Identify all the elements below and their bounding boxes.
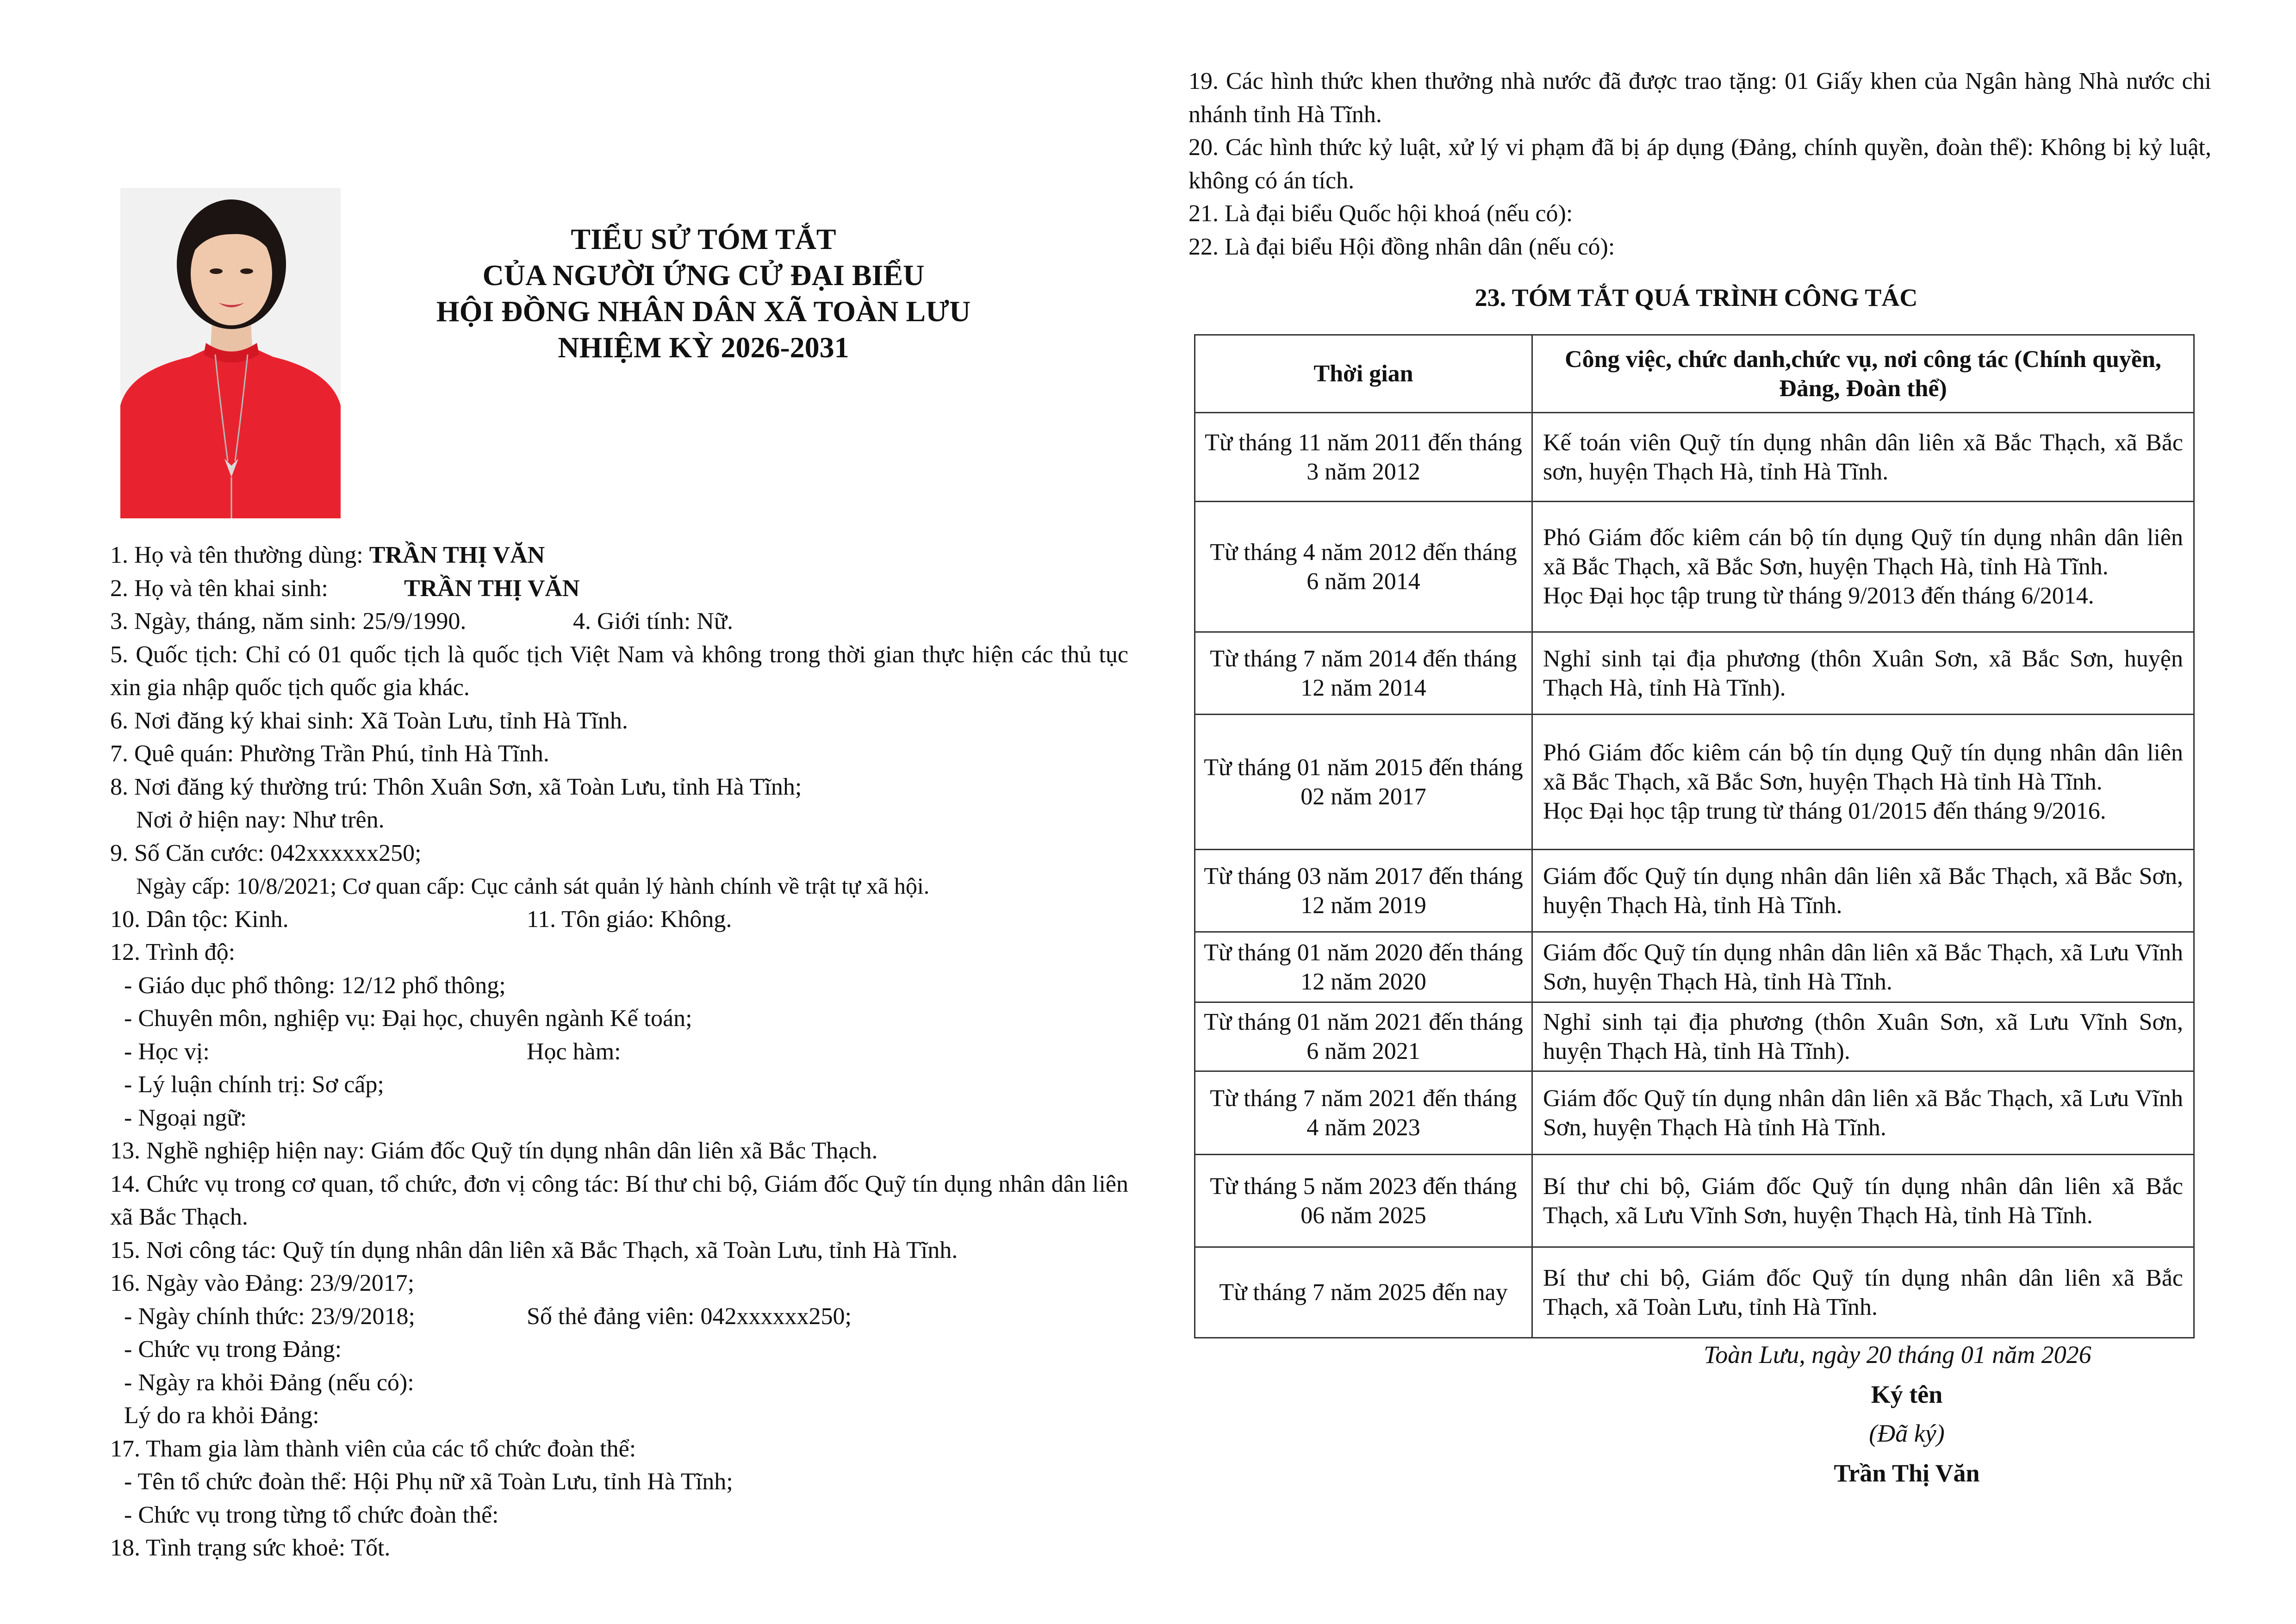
bio-item-10-11: 10. Dân tộc: Kinh. 11. Tôn giáo: Không. bbox=[110, 906, 732, 933]
birth-name: TRẦN THỊ VĂN bbox=[404, 575, 580, 602]
bio-item-16d: Lý do ra khỏi Đảng: bbox=[124, 1402, 319, 1429]
row-time: Từ tháng 01 năm 2020 đến tháng 12 năm 2020 bbox=[1195, 932, 1532, 1002]
bio-item-1: 1. Họ và tên thường dùng: TRẦN THỊ VĂN bbox=[110, 542, 545, 568]
table-row bbox=[1195, 502, 2194, 632]
bio-item-18: 18. Tình trạng sức khoẻ: Tốt. bbox=[110, 1535, 391, 1561]
bio-item-12e: - Ngoại ngữ: bbox=[124, 1104, 247, 1131]
row-description: Giám đốc Quỹ tín dụng nhân dân liên xã Bắc Thạch, xã Lưu Vĩnh Sơn, huyện Thạch Hà, tỉnh Hà Tĩnh. bbox=[1532, 932, 2194, 1002]
bio-item-16: 16. Ngày vào Đảng: 23/9/2017; bbox=[110, 1270, 415, 1296]
row-time: Từ tháng 01 năm 2015 đến tháng 02 năm 2017 bbox=[1195, 715, 1532, 850]
table-row bbox=[1195, 1247, 2194, 1338]
table-header-row bbox=[1195, 335, 2194, 413]
table-row bbox=[1195, 413, 2194, 502]
row-description: Kế toán viên Quỹ tín dụng nhân dân liên xã Bắc Thạch, xã Bắc sơn, huyện Thạch Hà, tỉnh Hà Tĩnh. bbox=[1532, 413, 2194, 502]
row-description: Giám đốc Quỹ tín dụng nhân dân liên xã Bắc Thạch, xã Lưu Vĩnh Sơn, huyện Thạch Hà tỉnh Hà Tĩnh. bbox=[1532, 1071, 2194, 1155]
row-description: Phó Giám đốc kiêm cán bộ tín dụng Quỹ tín dụng nhân dân liên xã Bắc Thạch, xã Bắc Sơn, huyện Thạch Hà tỉnh Hà Tĩnh. Học Đại học tập trung từ tháng 01/2015 đến tháng 9/2016. bbox=[1532, 715, 2194, 850]
row-description: Bí thư chi bộ, Giám đốc Quỹ tín dụng nhân dân liên xã Bắc Thạch, xã Toàn Lưu, tỉnh Hà Tĩnh. bbox=[1532, 1247, 2194, 1338]
column-header-description: Công việc, chức danh,chức vụ, nơi công tác (Chính quyền, Đảng, Đoàn thể) bbox=[1532, 335, 2194, 413]
bio-item-8: 8. Nơi đăng ký thường trú: Thôn Xuân Sơn, xã Toàn Lưu, tỉnh Hà Tĩnh; bbox=[110, 773, 802, 800]
bio-item-16c: - Ngày ra khỏi Đảng (nếu có): bbox=[124, 1369, 414, 1396]
bio-item-14: 14. Chức vụ trong cơ quan, tổ chức, đơn vị công tác: Bí thư chi bộ, Giám đốc Quỹ tín dụng nhân dân liên xã Bắc Thạch. bbox=[110, 1170, 1128, 1230]
bio-item-3-4: 3. Ngày, tháng, năm sinh: 25/9/1990. 4. Giới tính: Nữ. bbox=[110, 608, 734, 635]
bio-item-9b: Ngày cấp: 10/8/2021; Cơ quan cấp: Cục cảnh sát quản lý hành chính về trật tự xã hội. bbox=[136, 873, 930, 899]
bio-item-17: 17. Tham gia làm thành viên của các tổ chức đoàn thể: bbox=[110, 1435, 636, 1462]
candidate-portrait bbox=[120, 188, 341, 518]
row-time: Từ tháng 01 năm 2021 đến tháng 6 năm 2021 bbox=[1195, 1002, 1532, 1071]
bio-item-12a: - Giáo dục phổ thông: 12/12 phổ thông; bbox=[124, 972, 506, 999]
signature-label: Ký tên bbox=[1871, 1381, 1943, 1408]
table-row bbox=[1195, 850, 2194, 932]
bio-item-15: 15. Nơi công tác: Quỹ tín dụng nhân dân liên xã Bắc Thạch, xã Toàn Lưu, tỉnh Hà Tĩnh. bbox=[110, 1237, 958, 1263]
title-line-2: CỦA NGƯỜI ỨNG CỬ ĐẠI BIỂU bbox=[482, 259, 925, 292]
row-description: Phó Giám đốc kiêm cán bộ tín dụng Quỹ tín dụng nhân dân liên xã Bắc Thạch, xã Bắc Sơn, huyện Thạch Hà, tỉnh Hà Tĩnh. Học Đại học tập trung từ tháng 9/2013 đến tháng 6/2014. bbox=[1532, 502, 2194, 632]
bio-item-12c: - Học vị: Học hàm: bbox=[124, 1038, 621, 1065]
biography-list-continued bbox=[1188, 65, 2211, 263]
table-row bbox=[1195, 1071, 2194, 1155]
bio-item-16a: - Ngày chính thức: 23/9/2018; Số thẻ đảng viên: 042xxxxxx250; bbox=[124, 1303, 852, 1330]
signature-mark: (Đã ký) bbox=[1869, 1419, 1945, 1447]
table-row bbox=[1195, 1002, 2194, 1071]
bio-item-9: 9. Số Căn cước: 042xxxxxx250; bbox=[110, 840, 422, 866]
bio-item-12d: - Lý luận chính trị: Sơ cấp; bbox=[124, 1071, 384, 1098]
bio-item-2: 2. Họ và tên khai sinh: TRẦN THỊ VĂN bbox=[110, 575, 580, 602]
bio-item-17b: - Chức vụ trong từng tổ chức đoàn thể: bbox=[124, 1501, 499, 1528]
row-time: Từ tháng 4 năm 2012 đến tháng 6 năm 2014 bbox=[1195, 502, 1532, 632]
title-line-3: HỘI ĐỒNG NHÂN DÂN XÃ TOÀN LƯU bbox=[436, 295, 971, 328]
bio-item-20: 20. Các hình thức kỷ luật, xử lý vi phạm đã bị áp dụng (Đảng, chính quyền, đoàn thể): Không bị kỷ luật, không có án tích. bbox=[1188, 134, 2211, 194]
row-note: Học Đại học tập trung từ tháng 01/2015 đến tháng 9/2016. bbox=[1543, 798, 2106, 824]
row-time: Từ tháng 7 năm 2025 đến nay bbox=[1195, 1247, 1532, 1338]
row-note: Học Đại học tập trung từ tháng 9/2013 đến tháng 6/2014. bbox=[1543, 583, 2094, 609]
table-row bbox=[1195, 715, 2194, 850]
table-row bbox=[1195, 932, 2194, 1002]
row-description: Nghỉ sinh tại địa phương (thôn Xuân Sơn, xã Lưu Vĩnh Sơn, huyện Thạch Hà, tỉnh Hà Tĩnh). bbox=[1532, 1002, 2194, 1071]
title-line-4: NHIỆM KỲ 2026-2031 bbox=[558, 331, 849, 364]
document-title bbox=[352, 221, 1055, 366]
bio-item-12b: - Chuyên môn, nghiệp vụ: Đại học, chuyên ngành Kế toán; bbox=[124, 1005, 692, 1032]
column-header-time: Thời gian bbox=[1195, 335, 1532, 413]
bio-item-12: 12. Trình độ: bbox=[110, 939, 236, 965]
bio-item-6: 6. Nơi đăng ký khai sinh: Xã Toàn Lưu, tỉnh Hà Tĩnh. bbox=[110, 707, 628, 734]
row-time: Từ tháng 03 năm 2017 đến tháng 12 năm 2019 bbox=[1195, 850, 1532, 932]
bio-item-5: 5. Quốc tịch: Chỉ có 01 quốc tịch là quốc tịch Việt Nam và không trong thời gian thực hiện các thủ tục xin gia nhập quốc tịch quốc gia khác. bbox=[110, 641, 1128, 701]
row-description: Nghỉ sinh tại địa phương (thôn Xuân Sơn, xã Bắc Sơn, huyện Thạch Hà, tỉnh Hà Tĩnh). bbox=[1532, 632, 2194, 715]
work-history-table bbox=[1194, 334, 2195, 1338]
title-line-1: TIỂU SỬ TÓM TẮT bbox=[571, 223, 836, 255]
row-description: Giám đốc Quỹ tín dụng nhân dân liên xã Bắc Thạch, xã Bắc Sơn, huyện Thạch Hà, tỉnh Hà Tĩnh. bbox=[1532, 850, 2194, 932]
table-row bbox=[1195, 632, 2194, 715]
bio-item-13: 13. Nghề nghiệp hiện nay: Giám đốc Quỹ tín dụng nhân dân liên xã Bắc Thạch. bbox=[110, 1138, 878, 1164]
table-row bbox=[1195, 1155, 2194, 1247]
bio-item-16b: - Chức vụ trong Đảng: bbox=[124, 1336, 342, 1363]
signature-place-date: Toàn Lưu, ngày 20 tháng 01 năm 2026 bbox=[1704, 1341, 2091, 1369]
bio-item-21: 21. Là đại biểu Quốc hội khoá (nếu có): bbox=[1188, 200, 1573, 227]
row-time: Từ tháng 7 năm 2014 đến tháng 12 năm 2014 bbox=[1195, 632, 1532, 715]
biography-list bbox=[110, 539, 1128, 1565]
bio-item-8b: Nơi ở hiện nay: Như trên. bbox=[136, 807, 385, 833]
full-name: TRẦN THỊ VĂN bbox=[369, 542, 545, 568]
signer-name: Trần Thị Văn bbox=[1834, 1459, 1980, 1487]
row-time: Từ tháng 5 năm 2023 đến tháng 06 năm 2025 bbox=[1195, 1155, 1532, 1247]
row-time: Từ tháng 7 năm 2021 đến tháng 4 năm 2023 bbox=[1195, 1071, 1532, 1155]
bio-item-17a: - Tên tổ chức đoàn thể: Hội Phụ nữ xã Toàn Lưu, tỉnh Hà Tĩnh; bbox=[124, 1468, 733, 1495]
work-history-title: 23. TÓM TẮT QUÁ TRÌNH CÔNG TÁC bbox=[1475, 284, 1918, 311]
row-description: Bí thư chi bộ, Giám đốc Quỹ tín dụng nhân dân liên xã Bắc Thạch, xã Lưu Vĩnh Sơn, huyện Thạch Hà, tỉnh Hà Tĩnh. bbox=[1532, 1155, 2194, 1247]
row-time: Từ tháng 11 năm 2011 đến tháng 3 năm 2012 bbox=[1195, 413, 1532, 502]
bio-item-22: 22. Là đại biểu Hội đồng nhân dân (nếu có): bbox=[1188, 233, 1615, 260]
bio-item-19: 19. Các hình thức khen thưởng nhà nước đã được trao tặng: 01 Giấy khen của Ngân hàng Nhà nước chi nhánh tỉnh Hà Tĩnh. bbox=[1188, 68, 2211, 128]
bio-item-7: 7. Quê quán: Phường Trần Phú, tỉnh Hà Tĩnh. bbox=[110, 740, 549, 767]
